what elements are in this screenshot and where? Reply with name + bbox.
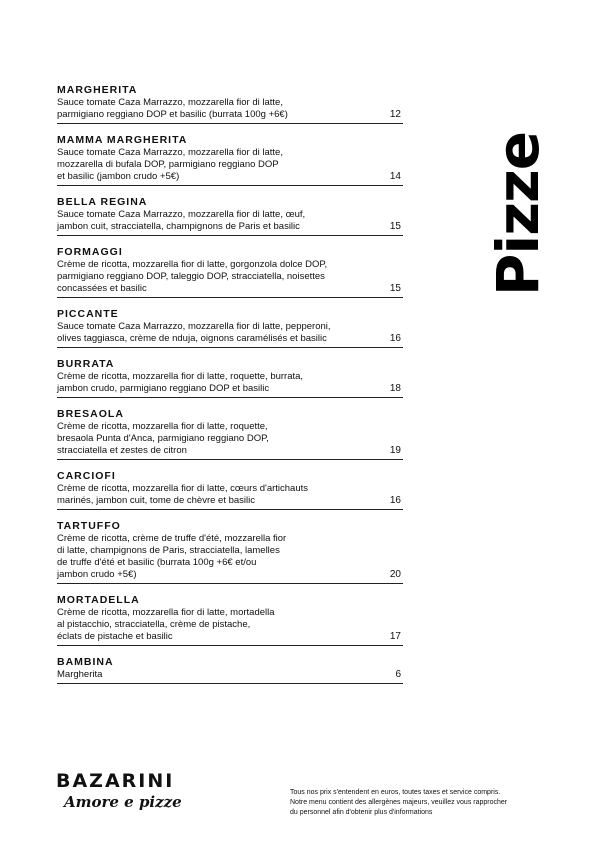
menu-item (57, 656, 403, 684)
menu-item-description-line: et basilic (jambon crudo +5€) (57, 171, 180, 182)
menu-item-name: MAMMA MARGHERITA (57, 134, 188, 146)
menu-item-price: 19 (389, 445, 401, 456)
menu-item-description-line: de truffe d'été et basilic (burrata 100g +6€ et/ou (57, 557, 257, 568)
menu-item-description-line: marinés, jambon cuit, tome de chèvre et basilic (57, 495, 256, 506)
footer-note-line: du personnel afin d'obtenir plus d'informations (290, 809, 433, 816)
menu-item-name: BURRATA (57, 358, 115, 370)
menu-item-name: PICCANTE (57, 308, 119, 320)
logo-brand: BAZARINI (56, 770, 175, 792)
menu-item-price: 6 (395, 669, 401, 680)
menu-item-description-line: parmigiano reggiano DOP et basilic (burrata 100g +6€) (57, 109, 288, 120)
menu-item (57, 84, 403, 124)
menu-item-description (57, 371, 403, 395)
menu-item-name: MORTADELLA (57, 594, 140, 606)
menu-item (57, 246, 403, 298)
menu-item-description-line: Crème de ricotta, mozzarella fior di latte, mortadella (57, 607, 275, 618)
menu-item-description-line: al pistacchio, stracciatella, crème de pistache, (57, 619, 251, 630)
menu-item-description (57, 97, 403, 121)
menu-item-description-line: Sauce tomate Caza Marrazzo, mozzarella fior di latte, (57, 147, 283, 158)
menu-item-price: 18 (389, 383, 401, 394)
menu-item-price: 14 (389, 171, 401, 182)
menu-item-description-line: Sauce tomate Caza Marrazzo, mozzarella fior di latte, (57, 97, 283, 108)
menu-item-description-line: Sauce tomate Caza Marrazzo, mozzarella fior di latte, œuf, (57, 209, 306, 220)
menu-item-description (57, 209, 403, 233)
menu-item-price: 12 (389, 109, 401, 120)
menu-item-name: TARTUFFO (57, 520, 121, 532)
logo-tagline: Amore e pizze (64, 793, 182, 811)
footer-note-line: Tous nos prix s'entendent en euros, toutes taxes et service compris. (290, 789, 501, 796)
menu-item-description-line: éclats de pistache et basilic (57, 631, 173, 642)
menu-item (57, 358, 403, 398)
menu-item-name: BRESAOLA (57, 408, 124, 420)
menu-item-description-line: jambon cuit, stracciatella, champignons de Paris et basilic (57, 221, 300, 232)
menu-item-description-line: di latte, champignons de Paris, stracciatella, lamelles (57, 545, 280, 556)
menu-item-name: CARCIOFI (57, 470, 116, 482)
menu-item-description (57, 321, 403, 345)
menu-item-description (57, 483, 403, 507)
menu-item-name: MARGHERITA (57, 84, 138, 96)
footer-note (290, 788, 560, 818)
menu-item (57, 594, 403, 646)
menu-item-description (57, 533, 403, 581)
footer-note-line: Notre menu contient des allergènes majeurs, veuillez vous rapprocher (290, 799, 508, 806)
menu-item-name: BAMBINA (57, 656, 114, 668)
restaurant-logo (56, 771, 196, 811)
menu-item-description-line: Margherita (57, 669, 103, 680)
menu-item-price: 16 (389, 333, 401, 344)
menu-item-name: FORMAGGI (57, 246, 123, 258)
menu-item-description (57, 669, 403, 681)
menu-item-description-line: concassées et basilic (57, 283, 147, 294)
menu-item-name: BELLA REGINA (57, 196, 148, 208)
menu-item-price: 15 (389, 283, 401, 294)
section-title (484, 80, 552, 348)
menu-item (57, 470, 403, 510)
menu-item (57, 134, 403, 186)
menu-list (57, 84, 403, 694)
menu-item-description-line: Crème de ricotta, mozzarella fior di latte, gorgonzola dolce DOP, (57, 259, 328, 270)
section-title-text: Pizze (484, 131, 552, 297)
menu-item (57, 408, 403, 460)
menu-item-description-line: olives taggiasca, crème de nduja, oignons caramélisés et basilic (57, 333, 327, 344)
menu-item-description-line: Sauce tomate Caza Marrazzo, mozzarella fior di latte, pepperoni, (57, 321, 331, 332)
menu-item-description-line: Crème de ricotta, mozzarella fior di latte, cœurs d'artichauts (57, 483, 309, 494)
menu-item-price: 15 (389, 221, 401, 232)
menu-item-description-line: stracciatella et zestes de citron (57, 445, 187, 456)
menu-item-description (57, 607, 403, 643)
menu-item (57, 308, 403, 348)
menu-item-description (57, 421, 403, 457)
menu-item-description-line: mozzarella di bufala DOP, parmigiano reggiano DOP (57, 159, 279, 170)
menu-item-description-line: Crème de ricotta, mozzarella fior di latte, roquette, (57, 421, 268, 432)
menu-item-description-line: jambon crudo +5€) (57, 569, 137, 580)
menu-item-description (57, 259, 403, 295)
menu-item-description-line: parmigiano reggiano DOP, taleggio DOP, stracciatella, noisettes (57, 271, 325, 282)
menu-item-description-line: jambon crudo, parmigiano reggiano DOP et basilic (57, 383, 270, 394)
menu-item-price: 16 (389, 495, 401, 506)
menu-item-description-line: Crème de ricotta, mozzarella fior di latte, roquette, burrata, (57, 371, 304, 382)
menu-item-price: 17 (389, 631, 401, 642)
menu-item (57, 520, 403, 584)
menu-item-price: 20 (389, 569, 401, 580)
menu-item-description-line: Crème de ricotta, crème de truffe d'été, mozzarella fior (57, 533, 287, 544)
menu-item-description-line: bresaola Punta d'Anca, parmigiano reggiano DOP, (57, 433, 269, 444)
menu-item-description (57, 147, 403, 183)
menu-item (57, 196, 403, 236)
